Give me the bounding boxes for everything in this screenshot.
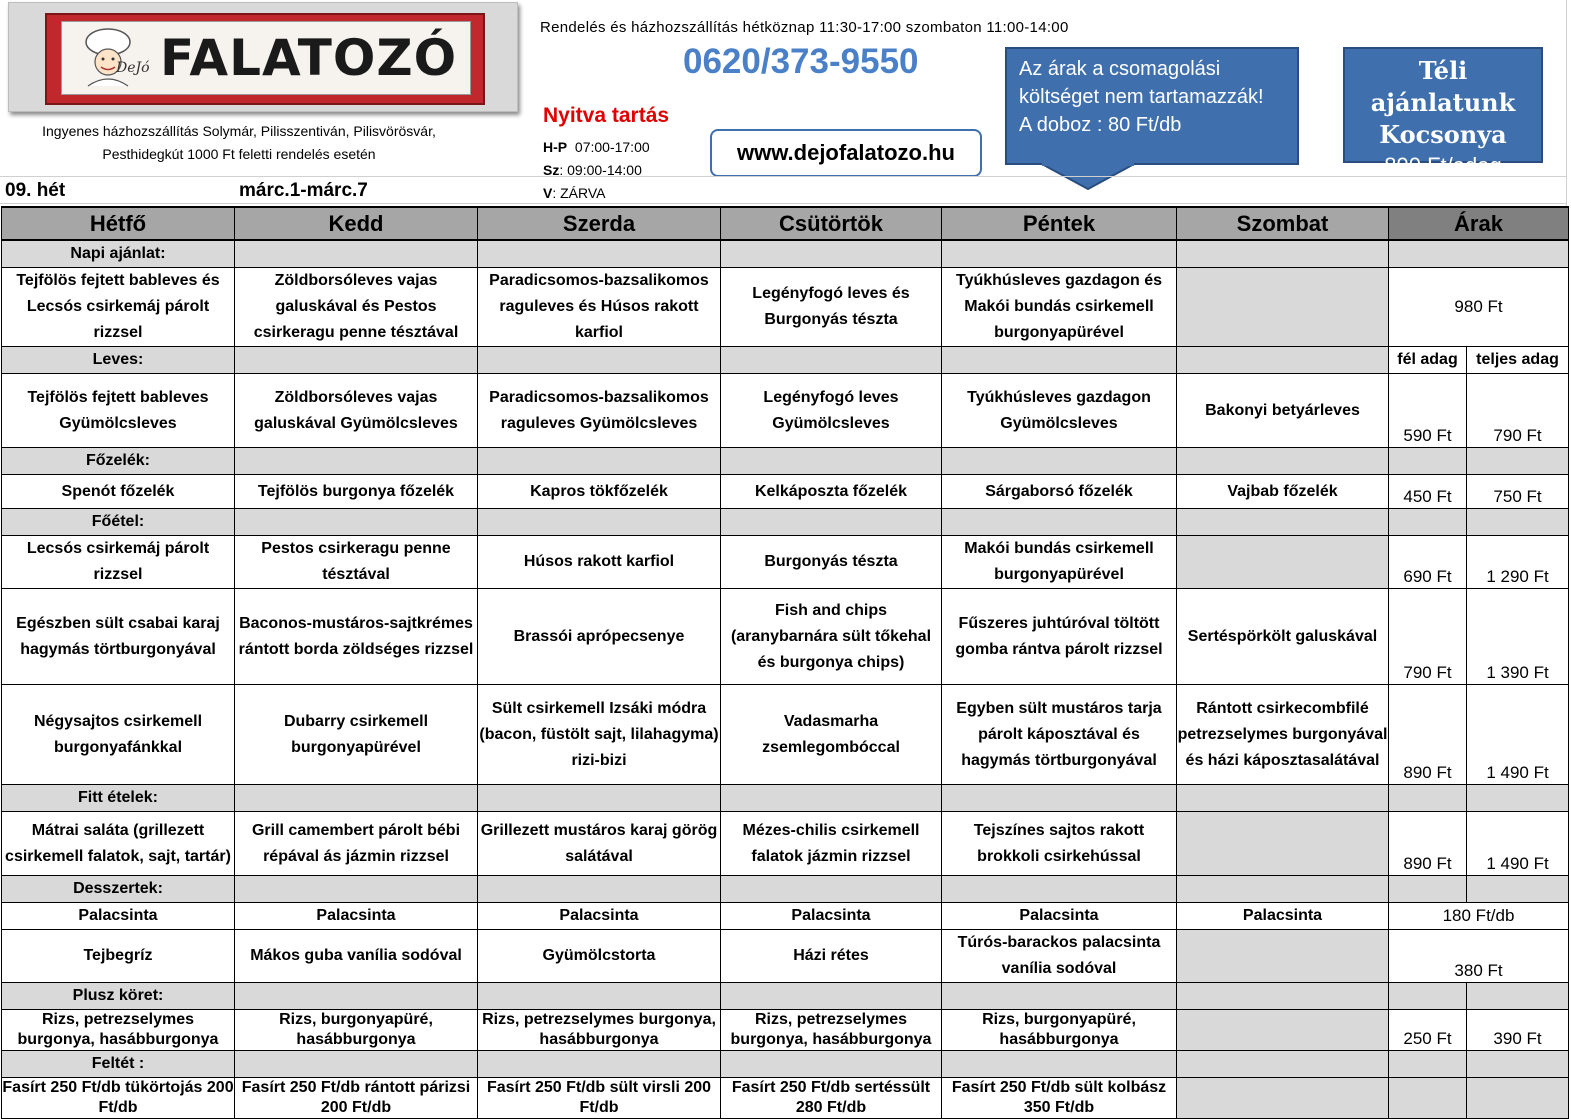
order-hours: Rendelés és házhozszállítás hétköznap 11:30-17:00 szombaton 11:00-14:00 xyxy=(540,19,1069,36)
napi-friday: Tyúkhúsleves gazdagon és Makói bundás csirkemell burgonyapürével xyxy=(942,268,1177,347)
feltet-half-price xyxy=(1389,1078,1467,1119)
section-cell xyxy=(235,785,478,812)
section-cell xyxy=(1177,785,1389,812)
opening-saturday xyxy=(543,159,650,182)
fotel3-full-price: 1 490 Ft xyxy=(1467,685,1569,785)
section-cell xyxy=(1389,983,1467,1010)
fotel2-full-price: 1 390 Ft xyxy=(1467,589,1569,685)
desszert2-monday: Tejbegríz xyxy=(2,930,235,983)
leves-friday: Tyúkhúsleves gazdagon Gyümölcsleves xyxy=(942,374,1177,448)
section-cell xyxy=(721,876,942,903)
table-row xyxy=(2,475,1569,509)
delivery-line-1: Ingyenes házhozszállítás Solymár, Pilisszentiván, Pilisvörösvár, xyxy=(42,123,436,139)
desszert2-saturday xyxy=(1177,930,1389,983)
koret-tuesday: Rizs, burgonyapüré, hasábburgonya xyxy=(235,1010,478,1051)
fotel1-monday: Lecsós csirkemáj párolt rizzsel xyxy=(2,536,235,589)
fitt-friday: Tejszínes sajtos rakott brokkoli csirkehússal xyxy=(942,812,1177,876)
col-thursday: Csütörtök xyxy=(721,207,942,240)
section-feltet: Feltét : xyxy=(2,1051,235,1078)
phone-number[interactable]: 0620/373-9550 xyxy=(683,42,919,81)
header-gridline-2 xyxy=(0,203,1567,204)
desszert1-price: 180 Ft/db xyxy=(1389,903,1569,930)
logo-panel xyxy=(61,21,471,95)
koret-saturday xyxy=(1177,1010,1389,1051)
fotel3-half-price: 890 Ft xyxy=(1389,685,1467,785)
koret-friday: Rizs, burgonyapüré, hasábburgonya xyxy=(942,1010,1177,1051)
feltet-thursday: Fasírt 250 Ft/db sertéssült 280 Ft/db xyxy=(721,1078,942,1119)
desszert2-thursday: Házi rétes xyxy=(721,930,942,983)
desszert1-wednesday: Palacsinta xyxy=(478,903,721,930)
leves-thursday: Legényfogó leves Gyümölcsleves xyxy=(721,374,942,448)
fotel3-saturday: Rántott csirkecombfilé petrezselymes burgonyával és házi káposztasalátával xyxy=(1177,685,1389,785)
table-row xyxy=(2,930,1569,983)
callout-line-2: költséget nem tartamazzák! xyxy=(1019,86,1264,108)
section-cell xyxy=(478,240,721,268)
napi-price: 980 Ft xyxy=(1389,268,1569,347)
section-row xyxy=(2,240,1569,268)
koret-full-price: 390 Ft xyxy=(1467,1010,1569,1051)
section-cell xyxy=(721,509,942,536)
fotel3-friday: Egyben sült mustáros tarja párolt káposztával és hagymás törtburgonyával xyxy=(942,685,1177,785)
napi-wednesday: Paradicsomos-bazsalikomos raguleves és Húsos rakott karfiol xyxy=(478,268,721,347)
section-row xyxy=(2,785,1569,812)
feltet-full-price xyxy=(1467,1078,1569,1119)
col-monday: Hétfő xyxy=(2,207,235,240)
section-cell xyxy=(1389,448,1467,475)
section-cell xyxy=(1177,347,1389,374)
section-cell xyxy=(1177,509,1389,536)
section-row xyxy=(2,876,1569,903)
col-prices: Árak xyxy=(1389,207,1569,240)
section-row xyxy=(2,509,1569,536)
col-friday: Péntek xyxy=(942,207,1177,240)
fotel3-thursday: Vadasmarha zsemlegombóccal xyxy=(721,685,942,785)
table-row xyxy=(2,1010,1569,1051)
table-row xyxy=(2,374,1569,448)
desszert2-tuesday: Mákos guba vanília sodóval xyxy=(235,930,478,983)
fotel2-monday: Egészben sült csabai karaj hagymás törtburgonyával xyxy=(2,589,235,685)
section-cell xyxy=(1389,509,1467,536)
section-cell xyxy=(942,448,1177,475)
fotel2-half-price: 790 Ft xyxy=(1389,589,1467,685)
section-cell xyxy=(478,448,721,475)
price-head-full: teljes adag xyxy=(1467,347,1569,374)
section-cell xyxy=(1177,240,1389,268)
section-cell xyxy=(235,509,478,536)
col-tuesday: Kedd xyxy=(235,207,478,240)
section-koret: Plusz köret: xyxy=(2,983,235,1010)
section-cell xyxy=(1389,876,1467,903)
logo-script: DeJó xyxy=(116,60,150,76)
price-head-half: fél adag xyxy=(1389,347,1467,374)
koret-half-price: 250 Ft xyxy=(1389,1010,1467,1051)
section-fotel: Főétel: xyxy=(2,509,235,536)
leves-full-price: 790 Ft xyxy=(1467,374,1569,448)
fitt-thursday: Mézes-chilis csirkemell falatok jázmin rizzsel xyxy=(721,812,942,876)
table-row xyxy=(2,812,1569,876)
fozelek-thursday: Kelkáposzta főzelék xyxy=(721,475,942,509)
section-cell xyxy=(1467,876,1569,903)
table-row xyxy=(2,589,1569,685)
packaging-callout xyxy=(1005,47,1299,165)
fotel1-thursday: Burgonyás tészta xyxy=(721,536,942,589)
website-link[interactable]: www.dejofalatozo.hu xyxy=(710,129,982,177)
leves-tuesday: Zöldborsóleves vajas galuskával Gyümölcsleves xyxy=(235,374,478,448)
section-cell xyxy=(942,240,1177,268)
section-cell xyxy=(478,509,721,536)
table-row xyxy=(2,536,1569,589)
opening-title: Nyitva tartás xyxy=(543,104,670,127)
opening-hours xyxy=(543,136,650,205)
saturday-label: Sz xyxy=(543,162,560,178)
fozelek-half-price: 450 Ft xyxy=(1389,475,1467,509)
section-cell xyxy=(1389,785,1467,812)
section-cell xyxy=(942,509,1177,536)
fotel3-monday: Négysajtos csirkemell burgonyafánkkal xyxy=(2,685,235,785)
opening-sunday xyxy=(543,182,650,205)
desszert1-monday: Palacsinta xyxy=(2,903,235,930)
col-wednesday: Szerda xyxy=(478,207,721,240)
section-row xyxy=(2,347,1569,374)
koret-monday: Rizs, petrezselymes burgonya, hasábburgonya xyxy=(2,1010,235,1051)
fotel3-tuesday: Dubarry csirkemell burgonyapürével xyxy=(235,685,478,785)
desszert2-friday: Túrós-barackos palacsinta vanília sodóval xyxy=(942,930,1177,983)
chef-icon xyxy=(68,26,154,88)
fotel3-wednesday: Sült csirkemell Izsáki módra (bacon, füstölt sajt, lilahagyma) rizi-bizi xyxy=(478,685,721,785)
section-cell xyxy=(1177,983,1389,1010)
section-cell xyxy=(1467,983,1569,1010)
fotel2-wednesday: Brassói aprópecsenye xyxy=(478,589,721,685)
desszert1-tuesday: Palacsinta xyxy=(235,903,478,930)
opening-weekdays xyxy=(543,136,650,159)
leves-wednesday: Paradicsomos-bazsalikomos raguleves Gyümölcsleves xyxy=(478,374,721,448)
section-fitt: Fitt ételek: xyxy=(2,785,235,812)
fozelek-friday: Sárgaborsó főzelék xyxy=(942,475,1177,509)
napi-thursday: Legényfogó leves és Burgonyás tészta xyxy=(721,268,942,347)
section-cell xyxy=(1177,448,1389,475)
delivery-line-2: Pesthidegkút 1000 Ft feletti rendelés esetén xyxy=(102,146,376,162)
desszert2-price: 380 Ft xyxy=(1389,930,1569,983)
section-cell xyxy=(235,347,478,374)
feltet-wednesday: Fasírt 250 Ft/db sült virsli 200 Ft/db xyxy=(478,1078,721,1119)
napi-monday: Tejfölös fejtett bableves és Lecsós csirkemáj párolt rizzsel xyxy=(2,268,235,347)
leves-half-price: 590 Ft xyxy=(1389,374,1467,448)
section-row xyxy=(2,983,1569,1010)
fitt-full-price: 1 490 Ft xyxy=(1467,812,1569,876)
fozelek-tuesday: Tejfölös burgonya főzelék xyxy=(235,475,478,509)
fitt-monday: Mátrai saláta (grillezett csirkemell falatok, sajt, tartár) xyxy=(2,812,235,876)
fitt-half-price: 890 Ft xyxy=(1389,812,1467,876)
section-cell xyxy=(235,876,478,903)
fitt-tuesday: Grill camembert párolt bébi répával ás jázmin rizzsel xyxy=(235,812,478,876)
section-cell xyxy=(478,983,721,1010)
section-cell xyxy=(235,240,478,268)
section-cell xyxy=(942,785,1177,812)
section-cell xyxy=(478,876,721,903)
sunday-label: V xyxy=(543,185,553,201)
section-cell xyxy=(721,983,942,1010)
fotel1-friday: Makói bundás csirkemell burgonyapürével xyxy=(942,536,1177,589)
feltet-tuesday: Fasírt 250 Ft/db rántott párizsi 200 Ft/db xyxy=(235,1078,478,1119)
leves-saturday: Bakonyi betyárleves xyxy=(1177,374,1389,448)
fozelek-saturday: Vajbab főzelék xyxy=(1177,475,1389,509)
section-cell xyxy=(478,785,721,812)
section-cell xyxy=(942,347,1177,374)
day-header-row xyxy=(2,207,1569,240)
fozelek-full-price: 750 Ft xyxy=(1467,475,1569,509)
table-row xyxy=(2,268,1569,347)
section-napi: Napi ajánlat: xyxy=(2,240,235,268)
saturday-value: : 09:00-14:00 xyxy=(559,162,642,178)
fotel2-saturday: Sertéspörkölt galuskával xyxy=(1177,589,1389,685)
section-row xyxy=(2,448,1569,475)
fitt-wednesday: Grillezett mustáros karaj görög salátával xyxy=(478,812,721,876)
table-row xyxy=(2,1078,1569,1119)
fitt-saturday xyxy=(1177,812,1389,876)
winter-dish: Kocsonya xyxy=(1379,120,1507,149)
logo-red-frame xyxy=(45,13,485,105)
fozelek-wednesday: Kapros tökfőzelék xyxy=(478,475,721,509)
desszert1-thursday: Palacsinta xyxy=(721,903,942,930)
fotel1-saturday xyxy=(1177,536,1389,589)
fotel1-tuesday: Pestos csirkeragu penne tésztával xyxy=(235,536,478,589)
fotel2-friday: Fűszeres juhtúróval töltött gomba rántva párolt rizzsel xyxy=(942,589,1177,685)
callout-arrow-icon xyxy=(1040,163,1136,191)
fotel2-tuesday: Baconos-mustáros-sajtkrémes rántott borda zöldséges rizzsel xyxy=(235,589,478,685)
section-cell xyxy=(1467,785,1569,812)
desszert2-wednesday: Gyümölcstorta xyxy=(478,930,721,983)
section-cell xyxy=(942,983,1177,1010)
section-cell xyxy=(721,448,942,475)
section-cell xyxy=(235,983,478,1010)
weekday-value: 07:00-17:00 xyxy=(574,139,650,155)
koret-thursday: Rizs, petrezselymes burgonya, hasábburgonya xyxy=(721,1010,942,1051)
fotel1-full-price: 1 290 Ft xyxy=(1467,536,1569,589)
napi-saturday xyxy=(1177,268,1389,347)
callout-line-3: A doboz : 80 Ft/db xyxy=(1019,114,1182,136)
feltet-friday: Fasírt 250 Ft/db sült kolbász 350 Ft/db xyxy=(942,1078,1177,1119)
section-cell xyxy=(478,347,721,374)
section-cell xyxy=(721,240,942,268)
weekly-menu-table xyxy=(1,206,1569,1119)
section-cell xyxy=(721,347,942,374)
fotel2-thursday: Fish and chips (aranybarnára sült tőkehal és burgonya chips) xyxy=(721,589,942,685)
week-dates: márc.1-márc.7 xyxy=(239,180,368,201)
fotel1-half-price: 690 Ft xyxy=(1389,536,1467,589)
section-fozelek: Főzelék: xyxy=(2,448,235,475)
section-cell xyxy=(1389,240,1569,268)
desszert1-friday: Palacsinta xyxy=(942,903,1177,930)
napi-tuesday: Zöldborsóleves vajas galuskával és Pestos csirkeragu penne tésztával xyxy=(235,268,478,347)
feltet-saturday xyxy=(1177,1078,1389,1119)
winter-title: Téli ajánlatunk xyxy=(1370,56,1516,117)
fozelek-monday: Spenót főzelék xyxy=(2,475,235,509)
section-cell xyxy=(942,876,1177,903)
fotel1-wednesday: Húsos rakott karfiol xyxy=(478,536,721,589)
leves-monday: Tejfölös fejtett bableves Gyümölcsleves xyxy=(2,374,235,448)
header-gridline xyxy=(0,176,1567,177)
section-cell xyxy=(1467,448,1569,475)
section-cell xyxy=(235,448,478,475)
koret-wednesday: Rizs, petrezselymes burgonya, hasábburgonya xyxy=(478,1010,721,1051)
winter-price: 890 Ft/adag xyxy=(1384,153,1502,178)
section-cell xyxy=(1467,509,1569,536)
weekday-label: H-P xyxy=(543,139,568,155)
header-gridline-right xyxy=(1566,0,1567,206)
winter-offer xyxy=(1343,47,1543,178)
logo-plaque xyxy=(8,2,518,112)
table-row xyxy=(2,903,1569,930)
callout-line-1: Az árak a csomagolási xyxy=(1019,58,1221,80)
week-number: 09. hét xyxy=(5,180,66,201)
col-saturday: Szombat xyxy=(1177,207,1389,240)
section-leves: Leves: xyxy=(2,347,235,374)
feltet-monday: Fasírt 250 Ft/db tükörtojás 200 Ft/db xyxy=(2,1078,235,1119)
logo-title: FALATOZÓ xyxy=(160,29,458,87)
delivery-info xyxy=(0,120,478,166)
section-cell xyxy=(721,785,942,812)
desszert1-saturday: Palacsinta xyxy=(1177,903,1389,930)
section-desszert: Desszertek: xyxy=(2,876,235,903)
section-cell xyxy=(1177,876,1389,903)
table-row xyxy=(2,685,1569,785)
sunday-value: : ZÁRVA xyxy=(552,185,606,201)
